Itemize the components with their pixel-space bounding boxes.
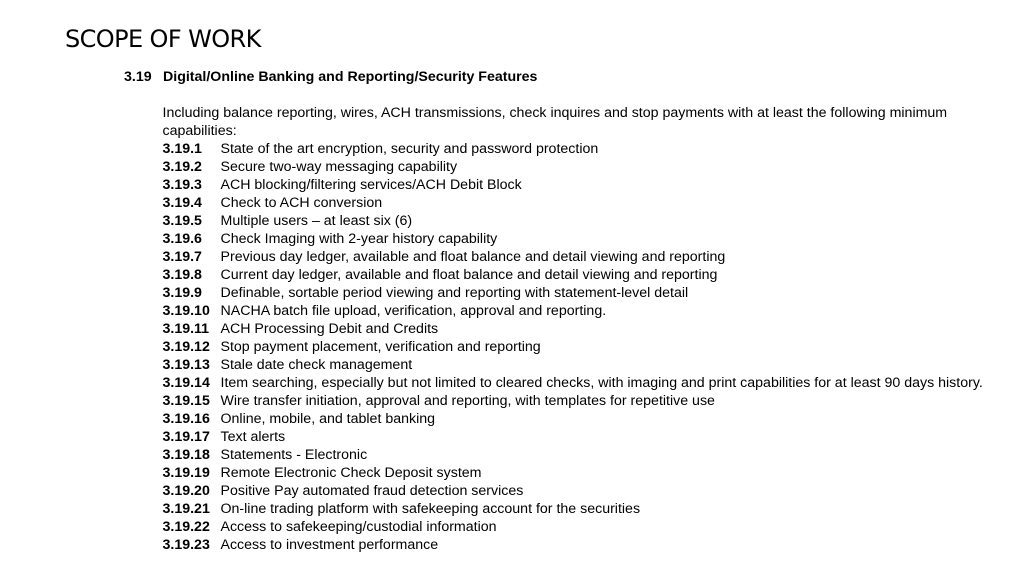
list-item-number: 3.19.23: [162, 537, 210, 553]
list-item-number: 3.19.17: [162, 429, 210, 445]
section-heading-text: Digital/Online Banking and Reporting/Security Features: [163, 69, 538, 85]
list-item-number: 3.19.11: [162, 321, 210, 337]
list-item: [163, 536, 993, 554]
list-item-number: 3.19.16: [162, 411, 210, 427]
list-item-text: Remote Electronic Check Deposit system: [220, 465, 482, 481]
list-item: [163, 338, 993, 356]
list-item-number: 3.19.3: [162, 177, 202, 193]
list-item-text: Access to investment performance: [220, 537, 439, 553]
list-item-text: Stale date check management: [220, 357, 413, 373]
list-item-text: Online, mobile, and tablet banking: [220, 411, 436, 427]
list-item-number: 3.19.19: [162, 465, 210, 481]
list-item-number: 3.19.14: [162, 375, 210, 391]
list-item: [163, 500, 993, 518]
list-item: [163, 158, 993, 176]
list-item-text: Statements - Electronic: [220, 447, 368, 463]
list-item-text: ACH Processing Debit and Credits: [220, 321, 439, 337]
section-intro: Including balance reporting, wires, ACH transmissions, check inquires and stop payments with at least the following minimum capabilities:: [162, 105, 948, 139]
list-item: [163, 374, 993, 392]
list-item-number: 3.19.6: [162, 231, 202, 247]
list-item-number: 3.19.15: [162, 393, 210, 409]
list-item: [163, 284, 993, 302]
requirements-list: [163, 140, 993, 554]
list-item-text: State of the art encryption, security and password protection: [220, 141, 599, 157]
list-item: [163, 266, 993, 284]
list-item-number: 3.19.22: [162, 519, 210, 535]
list-item-text: Previous day ledger, available and float balance and detail viewing and reporting: [220, 249, 726, 265]
list-item: [163, 392, 993, 410]
list-item-number: 3.19.20: [162, 483, 210, 499]
list-item: [163, 140, 993, 158]
list-item-text: Check to ACH conversion: [220, 195, 383, 211]
slide-title: SCOPE OF WORK: [65, 25, 261, 53]
list-item: [163, 320, 993, 338]
list-item-text: Current day ledger, available and float balance and detail viewing and reporting: [220, 267, 718, 283]
list-item: [163, 194, 993, 212]
list-item-text: Secure two-way messaging capability: [220, 159, 458, 175]
section-heading: [124, 68, 1004, 86]
list-item-text: Stop payment placement, verification and reporting: [220, 339, 541, 355]
list-item-text: NACHA batch file upload, verification, approval and reporting.: [220, 303, 607, 319]
list-item-number: 3.19.7: [162, 249, 202, 265]
section-number: 3.19: [124, 69, 152, 85]
list-item-text: ACH blocking/filtering services/ACH Debit Block: [220, 177, 522, 193]
list-item: [163, 464, 993, 482]
list-item-text: Definable, sortable period viewing and reporting with statement-level detail: [220, 285, 689, 301]
list-item-number: 3.19.4: [162, 195, 202, 211]
list-item-number: 3.19.1: [162, 141, 202, 157]
list-item: [163, 482, 993, 500]
list-item: [163, 212, 993, 230]
list-item-text: Positive Pay automated fraud detection services: [220, 483, 524, 499]
list-item-number: 3.19.18: [162, 447, 210, 463]
list-item-number: 3.19.2: [162, 159, 202, 175]
list-item: [163, 356, 993, 374]
section-3-19: [124, 68, 1004, 554]
list-item-text: Check Imaging with 2-year history capability: [220, 231, 498, 247]
list-item-number: 3.19.9: [162, 285, 202, 301]
list-item-number: 3.19.12: [162, 339, 210, 355]
list-item: [163, 176, 993, 194]
list-item: [163, 428, 993, 446]
list-item: [163, 302, 993, 320]
list-item-number: 3.19.10: [162, 303, 210, 319]
list-item-text: Access to safekeeping/custodial information: [220, 519, 497, 535]
list-item-number: 3.19.13: [162, 357, 210, 373]
list-item: [163, 518, 993, 536]
list-item: [163, 446, 993, 464]
list-item-text: Text alerts: [220, 429, 286, 445]
list-item: [163, 230, 993, 248]
list-item-number: 3.19.5: [162, 213, 202, 229]
list-item-number: 3.19.8: [162, 267, 202, 283]
list-item-text: Multiple users – at least six (6): [220, 213, 413, 229]
list-item-number: 3.19.21: [162, 501, 210, 517]
list-item: [163, 248, 993, 266]
list-item: [163, 410, 993, 428]
list-item-text: Wire transfer initiation, approval and reporting, with templates for repetitive use: [220, 393, 715, 409]
list-item-text: Item searching, especially but not limited to cleared checks, with imaging and print capabilities for at least 90 days history.: [220, 375, 983, 391]
list-item-text: On-line trading platform with safekeeping account for the securities: [220, 501, 641, 517]
